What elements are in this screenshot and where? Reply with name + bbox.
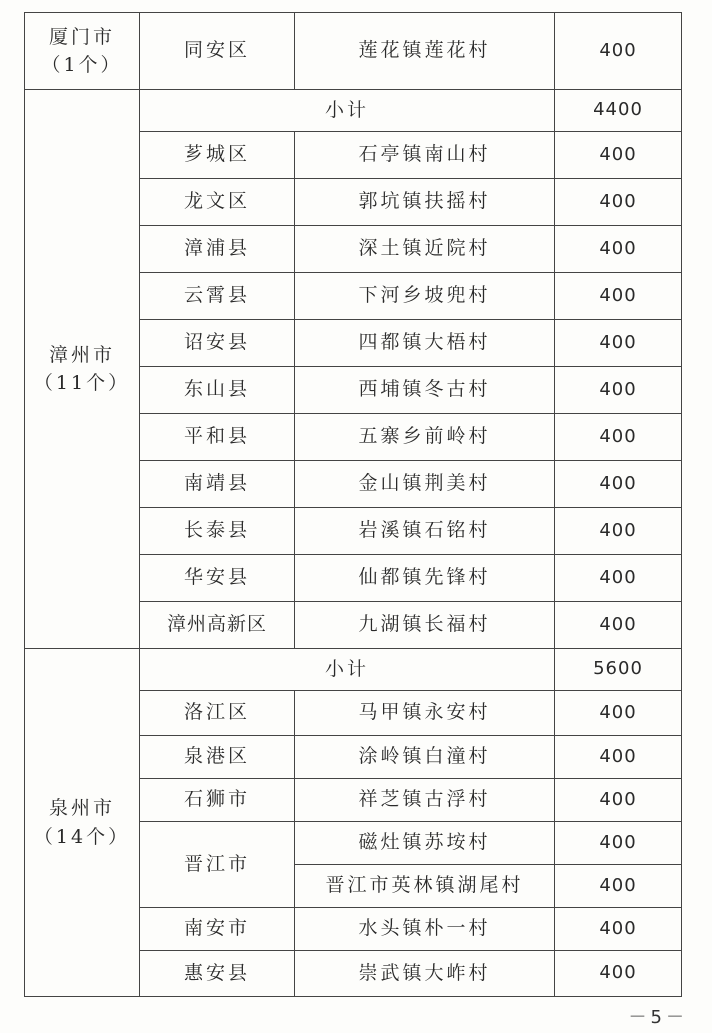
village-cell: 下河乡坡兜村	[295, 273, 555, 320]
village-cell: 石亭镇南山村	[295, 132, 555, 179]
district-cell: 惠安县	[140, 951, 295, 997]
district-cell: 云霄县	[140, 273, 295, 320]
subtotal-value: 5600	[555, 649, 682, 691]
village-cell: 五寨乡前岭村	[295, 414, 555, 461]
city-name: 泉州市	[48, 797, 115, 819]
amount-cell: 400	[555, 461, 682, 508]
table-row	[25, 13, 682, 90]
village-cell: 磁灶镇苏垵村	[295, 822, 555, 865]
amount-cell: 400	[555, 822, 682, 865]
page-number: －5－	[628, 1007, 688, 1028]
village-cell: 郭坑镇扶摇村	[295, 179, 555, 226]
district-cell: 同安区	[140, 13, 295, 90]
village-cell: 涂岭镇白潼村	[295, 736, 555, 779]
district-cell: 晋江市	[140, 822, 295, 908]
amount-cell: 400	[555, 779, 682, 822]
amount-cell: 400	[555, 132, 682, 179]
village-cell: 莲花镇莲花村	[295, 13, 555, 90]
village-cell: 崇武镇大岞村	[295, 951, 555, 997]
city-cell-xiamen	[25, 13, 140, 90]
village-cell: 仙都镇先锋村	[295, 555, 555, 602]
city-count: （11个）	[33, 372, 131, 394]
subtotal-row	[25, 649, 682, 691]
city-cell-quanzhou	[25, 649, 140, 997]
subtotal-row	[25, 90, 682, 132]
city-name: 漳州市	[48, 343, 115, 366]
district-cell: 华安县	[140, 555, 295, 602]
amount-cell: 400	[555, 226, 682, 273]
amount-cell: 400	[555, 951, 682, 997]
amount-cell: 400	[555, 367, 682, 414]
amount-cell: 400	[555, 865, 682, 908]
village-cell: 晋江市英林镇湖尾村	[295, 865, 555, 908]
district-cell: 平和县	[140, 414, 295, 461]
district-cell: 龙文区	[140, 179, 295, 226]
district-cell: 漳浦县	[140, 226, 295, 273]
village-cell: 九湖镇长福村	[295, 602, 555, 649]
subtotal-label: 小计	[140, 649, 555, 691]
district-cell: 漳州高新区	[140, 602, 295, 649]
district-cell: 南靖县	[140, 461, 295, 508]
village-cell: 金山镇荆美村	[295, 461, 555, 508]
village-cell: 深土镇近院村	[295, 226, 555, 273]
city-count: （1个）	[41, 54, 123, 76]
amount-cell: 400	[555, 414, 682, 461]
district-cell: 长泰县	[140, 508, 295, 555]
city-count: （14个）	[33, 825, 131, 848]
amount-cell: 400	[555, 508, 682, 555]
district-cell: 洛江区	[140, 691, 295, 736]
district-cell: 南安市	[140, 908, 295, 951]
district-cell: 诏安县	[140, 320, 295, 367]
subtotal-value: 4400	[555, 90, 682, 132]
city-cell-zhangzhou	[25, 90, 140, 649]
village-cell: 马甲镇永安村	[295, 691, 555, 736]
amount-cell: 400	[555, 273, 682, 320]
city-name: 厦门市	[48, 25, 115, 48]
subtotal-label: 小计	[140, 90, 555, 132]
village-cell: 水头镇朴一村	[295, 908, 555, 951]
district-cell: 石狮市	[140, 779, 295, 822]
village-cell: 四都镇大梧村	[295, 320, 555, 367]
amount-cell: 400	[555, 179, 682, 226]
district-cell: 泉港区	[140, 736, 295, 779]
amount-cell: 400	[555, 602, 682, 649]
amount-cell: 400	[555, 13, 682, 90]
district-cell: 东山县	[140, 367, 295, 414]
district-cell: 芗城区	[140, 132, 295, 179]
amount-cell: 400	[555, 320, 682, 367]
village-cell: 祥芝镇古浮村	[295, 779, 555, 822]
amount-cell: 400	[555, 691, 682, 736]
amount-cell: 400	[555, 555, 682, 602]
amount-cell: 400	[555, 908, 682, 951]
allocation-table	[24, 12, 682, 997]
village-cell: 岩溪镇石铭村	[295, 508, 555, 555]
amount-cell: 400	[555, 736, 682, 779]
village-cell: 西埔镇冬古村	[295, 367, 555, 414]
